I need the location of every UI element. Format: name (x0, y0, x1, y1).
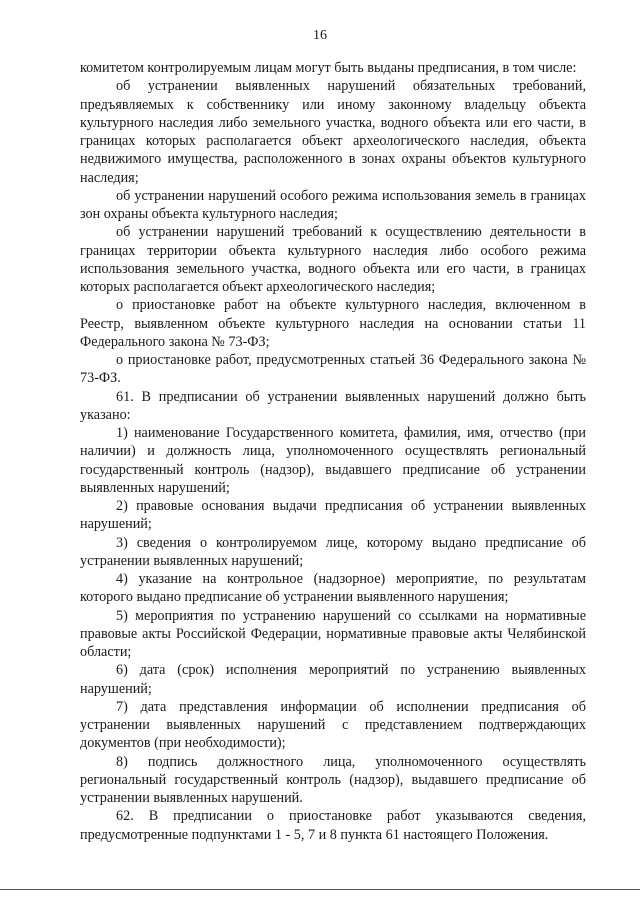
paragraph-subitem: 6) дата (срок) исполнения мероприятий по устранению выявленных нарушений; (80, 662, 586, 697)
paragraph-subitem: 4) указание на контрольное (надзорное) мероприятие, по результатам которого выдано предписание об устранении выявленного нарушения; (80, 571, 586, 606)
bottom-divider (0, 889, 640, 890)
paragraph-subitem: 5) мероприятия по устранению нарушений со ссылками на нормативные правовые акты Российской Федерации, нормативные правовые акты Челябинской области; (80, 607, 586, 660)
paragraph-item: об устранении нарушений требований к осуществлению деятельности в границах территории объекта культурного наследия либо особого режима использования земельного участка, водного объекта или его части, в границах которых располагается объект археологического наследия; (80, 224, 586, 295)
paragraph-subitem: 2) правовые основания выдачи предписания об устранении выявленных нарушений; (80, 498, 586, 533)
paragraph-subitem: 7) дата представления информации об исполнении предписания об устранении выявленных нарушений с представлением подтверждающих документов (при необходимости); (80, 698, 586, 752)
document-body (80, 59, 586, 844)
paragraph-clause: 62. В предписании о приостановке работ указываются сведения, предусмотренные подпунктами 1 - 5, 7 и 8 пункта 61 настоящего Положения. (80, 808, 586, 843)
page-number: 16 (313, 28, 327, 43)
paragraph-item: о приостановке работ, предусмотренных статьей 36 Федерального закона № 73-ФЗ. (80, 352, 586, 387)
paragraph-item: об устранении выявленных нарушений обязательных требований, предъявляемых к собственнику или иному законному владельцу объекта культурного наследия либо земельного участка, водного объекта или его части, в границах которых располагается объект археологического наследия, объекта недвижимого имущества, расположенного в зонах охраны объектов культурного наследия; (80, 78, 586, 186)
paragraph-item: об устранении нарушений особого режима использования земель в границах зон охраны объекта культурного наследия; (80, 187, 586, 222)
paragraph-item: о приостановке работ на объекте культурного наследия, включенном в Реестр, выявленном объекте культурного наследия на основании статьи 11 Федерального закона № 73-ФЗ; (80, 297, 586, 350)
paragraph-continuation: комитетом контролируемым лицам могут быть выданы предписания, в том числе: (80, 60, 577, 76)
paragraph-subitem: 8) подпись должностного лица, уполномоченного осуществлять региональный государственный контроль (надзор), выдавшего предписание об устранении выявленных нарушений. (80, 753, 586, 806)
paragraph-clause: 61. В предписании об устранении выявленных нарушений должно быть указано: (80, 388, 586, 423)
paragraph-subitem: 3) сведения о контролируемом лице, которому выдано предписание об устранении выявленных нарушений; (80, 534, 586, 569)
paragraph-subitem: 1) наименование Государственного комитета, фамилия, имя, отчество (при наличии) и должность лица, уполномоченного осуществлять региональный государственный контроль (надзор), выдавшего предписание об устранении выявленных нарушений; (80, 425, 586, 496)
